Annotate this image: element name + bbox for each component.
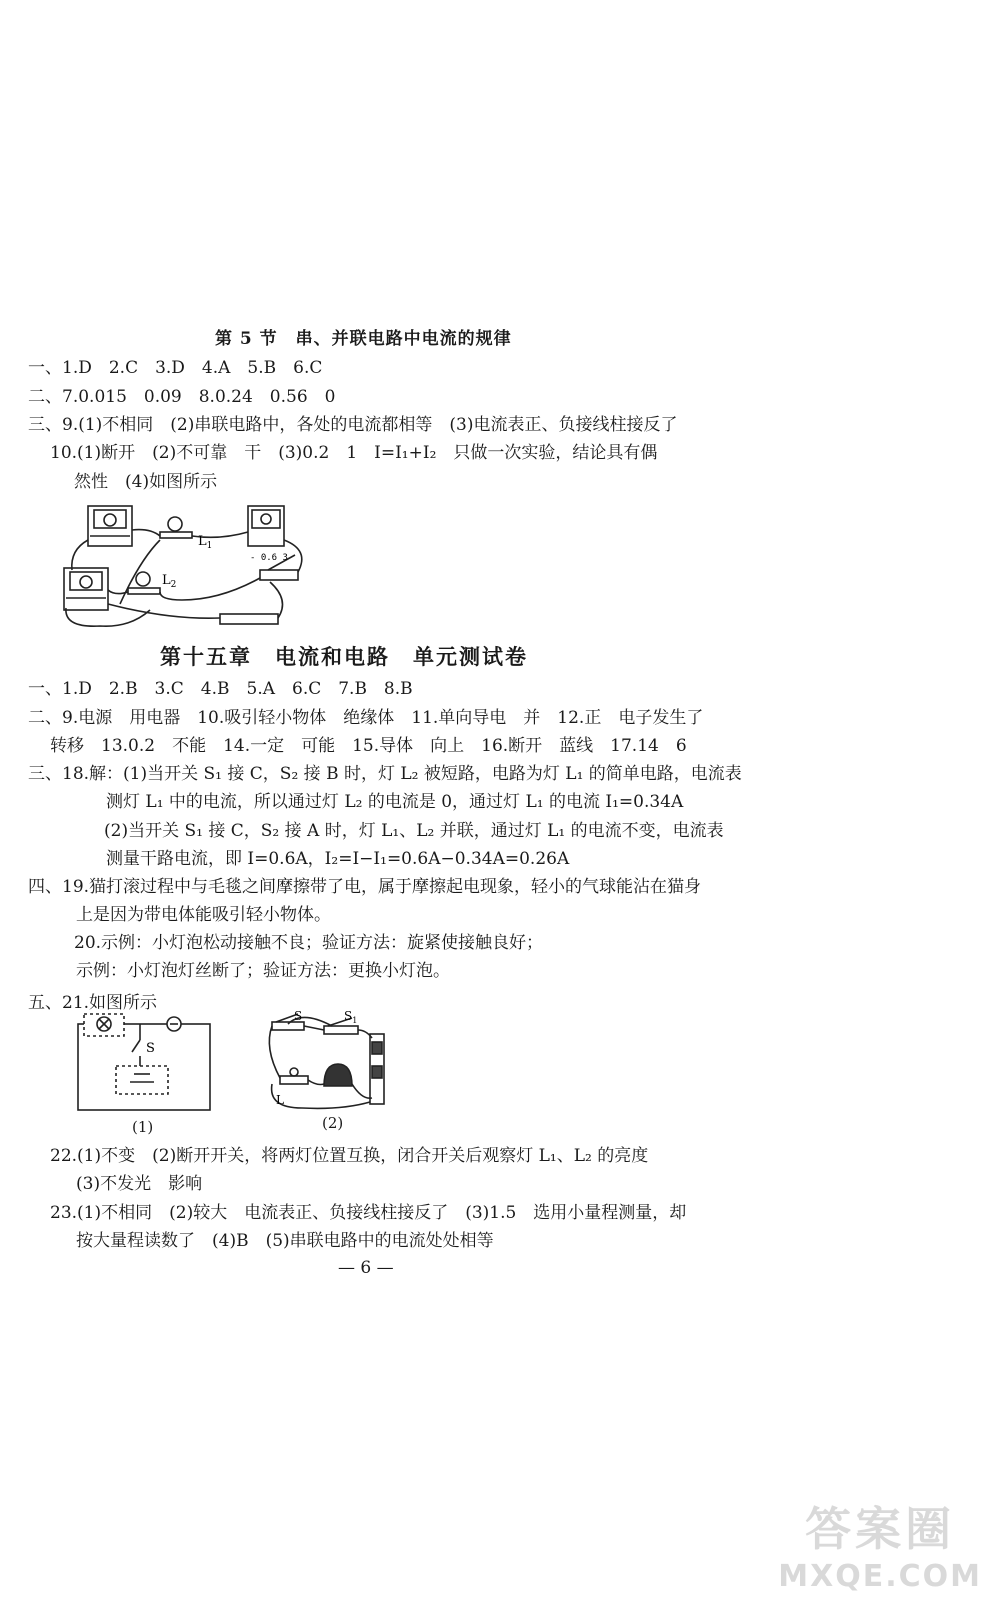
- section-title: 第 5 节 串、并联电路中电流的规律: [215, 329, 512, 349]
- answer-line: 三、18.解：(1)当开关 S₁ 接 C，S₂ 接 B 时，灯 L₂ 被短路，电路为灯 L₁ 的简单电路，电流表: [28, 764, 742, 784]
- figure-2-caption: (2): [322, 1114, 344, 1132]
- answer-line: 四、19.猫打滚过程中与毛毯之间摩擦带了电，属于摩擦起电现象，轻小的气球能沾在猫身: [28, 877, 702, 897]
- answer-line: 转移 13.0.2 不能 14.一定 可能 15.导体 向上 16.断开 蓝线 17.14 6: [50, 736, 687, 756]
- answer-line: (2)当开关 S₁ 接 C，S₂ 接 A 时，灯 L₁、L₂ 并联，通过灯 L₁ 的电流不变，电流表: [104, 821, 724, 841]
- answer-line: 一、1.D 2.B 3.C 4.B 5.A 6.C 7.B 8.B: [28, 679, 413, 699]
- l2-label: $L_2$: [162, 573, 177, 590]
- answer-line: 按大量程读数了 (4)B (5)串联电路中的电流处处相等: [76, 1231, 494, 1251]
- answer-line: 上是因为带电体能吸引轻小物体。: [76, 905, 331, 925]
- answer-line: 测灯 L₁ 中的电流，所以通过灯 L₂ 的电流是 0，通过灯 L₁ 的电流 I₁=0.34A: [106, 792, 684, 812]
- switch-s1-label: $S_1$: [344, 1009, 358, 1025]
- answer-line: 三、9.(1)不相同 (2)串联电路中，各处的电流都相等 (3)电流表正、负接线柱接反了: [28, 415, 678, 435]
- switch-s-label: S: [294, 1009, 303, 1023]
- chapter-title: 第十五章 电流和电路 单元测试卷: [160, 644, 528, 669]
- watermark-top: 答案圈: [805, 1502, 956, 1556]
- lamp-l-label: L: [276, 1093, 284, 1107]
- answer-line: 23.(1)不相同 (2)较大 电流表正、负接线柱接反了 (3)1.5 选用小量程测量，却: [50, 1203, 687, 1223]
- answer-line: (3)不发光 影响: [76, 1174, 203, 1194]
- answer-line: 10.(1)断开 (2)不可靠 干 (3)0.2 1 I=I₁+I₂ 只做一次实验，结论具有偶: [50, 443, 658, 463]
- page-number: — 6 —: [338, 1258, 394, 1278]
- range-label: - 0.6 3: [250, 553, 288, 563]
- watermark-bottom: MXQE.COM: [778, 1559, 982, 1594]
- answer-line: 22.(1)不变 (2)断开开关，将两灯位置互换，闭合开关后观察灯 L₁、L₂ 的亮度: [50, 1146, 649, 1166]
- figure-1-caption: (1): [132, 1118, 154, 1136]
- answer-line: 20.示例：小灯泡松动接触不良；验证方法：旋紧使接触良好；: [74, 933, 544, 953]
- switch-s-label: S: [146, 1041, 155, 1056]
- answer-line: 测量干路电流，即 I=0.6A，I₂=I−I₁=0.6A−0.34A=0.26A: [106, 849, 570, 869]
- watermark: [778, 1493, 982, 1594]
- circuit-diagram-2: [262, 1008, 402, 1118]
- l1-label: $L_1$: [198, 534, 213, 551]
- answer-line: 二、9.电源 用电器 10.吸引轻小物体 绝缘体 11.单向导电 并 12.正 电子发生了: [28, 708, 704, 728]
- circuit-diagram-1: [70, 1010, 220, 1120]
- ammeter-circuit-figure: [60, 500, 320, 635]
- answer-line: 一、1.D 2.C 3.D 4.A 5.B 6.C: [28, 358, 323, 378]
- answer-line: 五、21.如图所示: [28, 993, 158, 1013]
- answer-line: 二、7.0.015 0.09 8.0.24 0.56 0: [28, 387, 336, 407]
- answer-line: 示例：小灯泡灯丝断了；验证方法：更换小灯泡。: [76, 961, 450, 981]
- answer-line: 然性 (4)如图所示: [74, 472, 218, 492]
